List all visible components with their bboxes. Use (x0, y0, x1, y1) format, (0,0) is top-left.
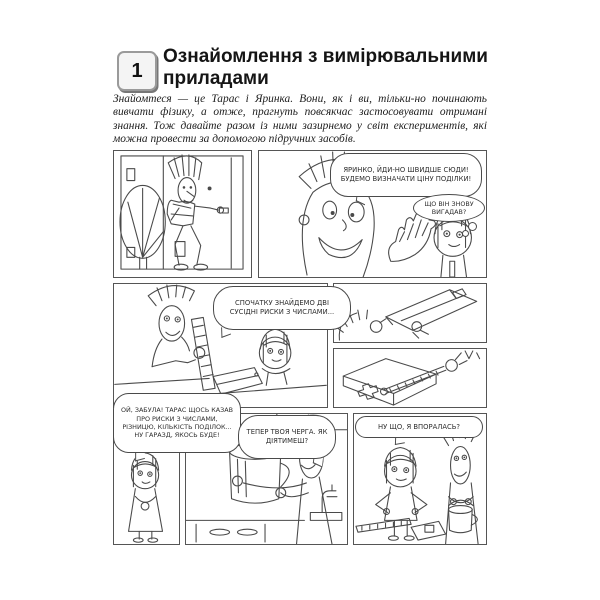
comic-strip (113, 150, 487, 545)
speech-bubble-forgot: ОЙ, ЗАБУЛА! ТАРАС ЩОСЬ КАЗАВ ПРО РИСКИ З ЧИСЛАМИ, РІЗНИЦЮ, КІЛЬКІСТЬ ПОДІЛОК... НУ ГАРАЗД, ЯКОСЬ БУДЕ! (113, 393, 241, 453)
lesson-number-badge: 1 (117, 51, 157, 91)
speech-bubble-find-marks: СПОЧАТКУ ЗНАЙДЕМО ДВІ СУСІДНІ РИСКИ З ЧИСЛАМИ... (213, 286, 351, 330)
thought-dot (462, 230, 469, 237)
intro-paragraph: Знайомтеся — це Тарас і Яринка. Вони, як і ви, тільки-но починають вивчати фізику, а отже, прагнуть повсякчас застосовувати отримані знання. Тож давайте разом із ними зазирнемо у світ експериментів, які можна провести за допомогою підручних засобів. (113, 93, 487, 146)
thought-dot (468, 222, 477, 231)
panel-hands-box (333, 283, 487, 343)
thought-bubble-yarynka: ЩО ВІН ЗНОВУ ВИГАДАВ? (413, 194, 485, 222)
panel-taras-enters-door (113, 150, 252, 278)
hands-box-drawing (334, 284, 486, 342)
speech-bubble-your-turn: ТЕПЕР ТВОЯ ЧЕРГА. ЯК ДІЯТИМЕШ? (238, 415, 336, 459)
speech-bubble-taras-call: ЯРИНКО, ЙДИ-НО ШВИДШЕ СЮДИ! БУДЕМО ВИЗНАЧАТИ ЦІНУ ПОДІЛКИ! (330, 153, 482, 197)
speech-bubble-managed: НУ ЩО, Я ВПОРАЛАСЬ? (355, 416, 483, 438)
thermometer-kit-drawing (334, 349, 486, 407)
panel-thermometer-kit (333, 348, 487, 408)
page-title: Ознайомлення з вимірювальними приладами (163, 46, 488, 89)
door-scene-drawing (114, 151, 251, 277)
